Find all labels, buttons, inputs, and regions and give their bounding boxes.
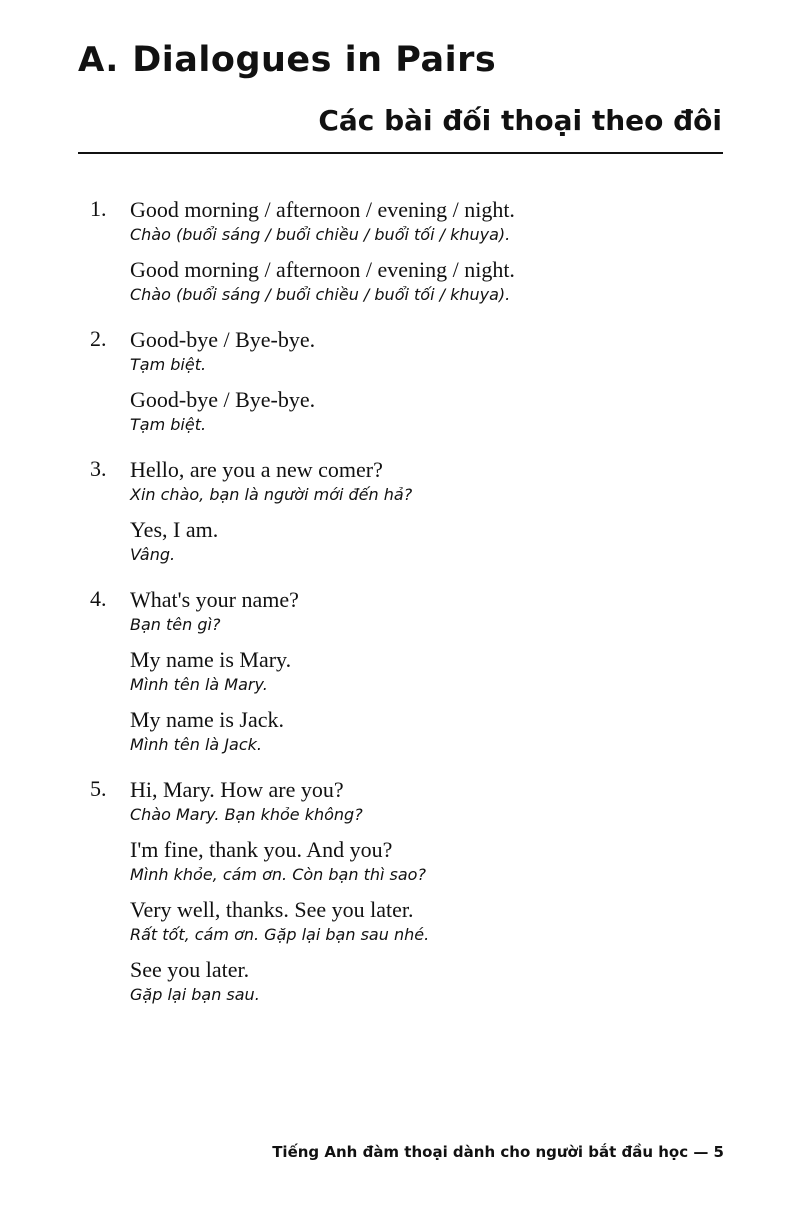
english-text: My name is Jack. xyxy=(130,707,284,732)
dialogue-line xyxy=(130,196,730,246)
english-text: Yes, I am. xyxy=(130,517,219,542)
dialogue-line xyxy=(130,326,730,376)
vietnamese-translation: Xin chào, bạn là người mới đến hả? xyxy=(130,485,413,504)
section-subtitle: Các bài đối thoại theo đôi xyxy=(318,104,722,137)
dialogue-line xyxy=(130,706,730,756)
vietnamese-translation: Bạn tên gì? xyxy=(130,615,221,634)
english-text: What's your name? xyxy=(130,587,299,612)
vietnamese-translation: Mình khỏe, cám ơn. Còn bạn thì sao? xyxy=(130,865,426,884)
dialogue-line xyxy=(130,896,730,946)
vietnamese-translation: Chào Mary. Bạn khỏe không? xyxy=(130,805,363,824)
section-letter: A xyxy=(78,40,106,80)
dialogue-item-3 xyxy=(90,456,730,566)
dialogue-list xyxy=(90,196,730,1026)
dialogue-line xyxy=(130,456,730,506)
dialogue-line xyxy=(130,386,730,436)
dialogue-line xyxy=(130,516,730,566)
dialogue-item-1 xyxy=(90,196,730,306)
english-text: See you later. xyxy=(130,957,250,982)
dialogue-line xyxy=(130,256,730,306)
english-text: Very well, thanks. See you later. xyxy=(130,897,414,922)
dialogue-line xyxy=(130,646,730,696)
vietnamese-translation: Vâng. xyxy=(130,545,176,564)
section-letter-dot: . xyxy=(105,40,119,80)
header-divider xyxy=(78,152,723,154)
dialogue-number: 1. xyxy=(90,196,107,221)
english-text: Good-bye / Bye-bye. xyxy=(130,327,316,352)
dialogue-number: 2. xyxy=(90,326,107,351)
dialogue-line xyxy=(130,586,730,636)
dialogue-number: 4. xyxy=(90,586,107,611)
english-text: Good morning / afternoon / evening / night. xyxy=(130,197,515,222)
vietnamese-translation: Mình tên là Jack. xyxy=(130,735,262,754)
english-text: Hi, Mary. How are you? xyxy=(130,777,344,802)
vietnamese-translation: Gặp lại bạn sau. xyxy=(130,985,260,1004)
english-text: I'm fine, thank you. And you? xyxy=(130,837,393,862)
dialogue-line xyxy=(130,776,730,826)
dialogue-number: 3. xyxy=(90,456,107,481)
vietnamese-translation: Tạm biệt. xyxy=(130,415,207,434)
dialogue-line xyxy=(130,956,730,1006)
vietnamese-translation: Chào (buổi sáng / buổi chiều / buổi tối / khuya). xyxy=(130,285,511,304)
dialogue-item-2 xyxy=(90,326,730,436)
section-heading xyxy=(78,40,496,80)
vietnamese-translation: Rất tốt, cám ơn. Gặp lại bạn sau nhé. xyxy=(130,925,430,944)
page-footer: Tiếng Anh đàm thoại dành cho người bắt đầu học — 5 xyxy=(272,1143,724,1161)
dialogue-number: 5. xyxy=(90,776,107,801)
dialogue-line xyxy=(130,836,730,886)
vietnamese-translation: Chào (buổi sáng / buổi chiều / buổi tối / khuya). xyxy=(130,225,511,244)
vietnamese-translation: Mình tên là Mary. xyxy=(130,675,268,694)
english-text: Good morning / afternoon / evening / night. xyxy=(130,257,515,282)
english-text: My name is Mary. xyxy=(130,647,292,672)
english-text: Good-bye / Bye-bye. xyxy=(130,387,316,412)
dialogue-item-5 xyxy=(90,776,730,1006)
section-title: Dialogues in Pairs xyxy=(132,40,497,80)
vietnamese-translation: Tạm biệt. xyxy=(130,355,207,374)
dialogue-item-4 xyxy=(90,586,730,756)
english-text: Hello, are you a new comer? xyxy=(130,457,383,482)
